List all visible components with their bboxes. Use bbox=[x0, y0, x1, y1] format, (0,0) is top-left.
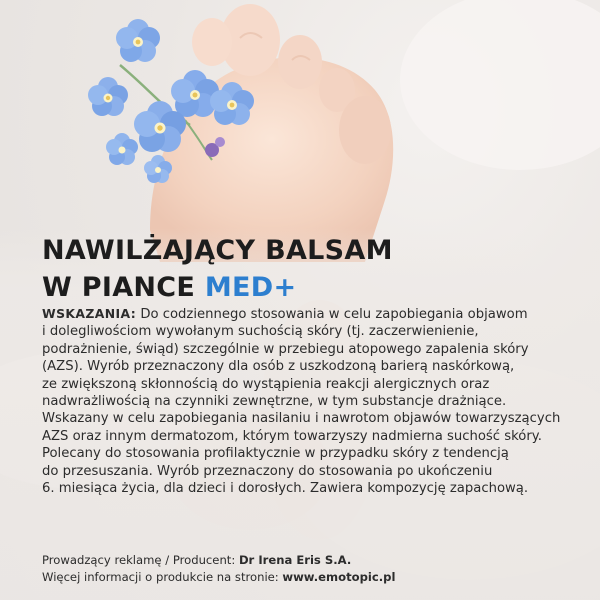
producer-line bbox=[42, 552, 582, 569]
title-line-1: NAWILŻAJĄCY BALSAM bbox=[42, 235, 393, 266]
indications-label: WSKAZANIA: bbox=[42, 306, 137, 321]
producer-label: Prowadzący reklamę / Producent: bbox=[42, 553, 239, 567]
info-label: Więcej informacji o produkcie na stronie: bbox=[42, 570, 283, 584]
info-link[interactable]: www.emotopic.pl bbox=[282, 570, 396, 584]
product-title bbox=[42, 232, 393, 306]
info-line bbox=[42, 569, 582, 586]
indications-text: Do codziennego stosowania w celu zapobiegania objawom i dolegliwościom wywołanym suchością skóry (tj. zaczerwienienie, podrażnienie, świąd) szczególnie w przebiegu atopowego zapalenia skóry (AZS). Wyrób przeznaczony dla osób z uszkodzoną barierą naskórkową, ze zwiększoną skłonnością do wystąpienia reakcji alergicznych oraz nadwrażliwością na czynniki zewnętrzne, w tym substancje drażniące. Wskazany w celu zapobiegania nasilaniu i nawrotom objawów towarzyszących AZS oraz innym dermatozom, którym towarzyszy nadmierna suchość skóry. Polecany do stosowania profilaktycznie w przypadku skóry z tendencją do przesuszania. Wyrób przeznaczony do stosowania po ukończeniu 6. miesiąca życia, dla dzieci i dorosłych. Zawiera kompozycję zapachową. bbox=[42, 307, 561, 497]
title-line-2-prefix: W PIANCE bbox=[42, 272, 205, 303]
producer-name: Dr Irena Eris S.A. bbox=[238, 553, 352, 567]
indications-paragraph bbox=[42, 305, 582, 497]
title-line-2-accent: MED+ bbox=[204, 272, 297, 303]
footer bbox=[42, 552, 582, 586]
